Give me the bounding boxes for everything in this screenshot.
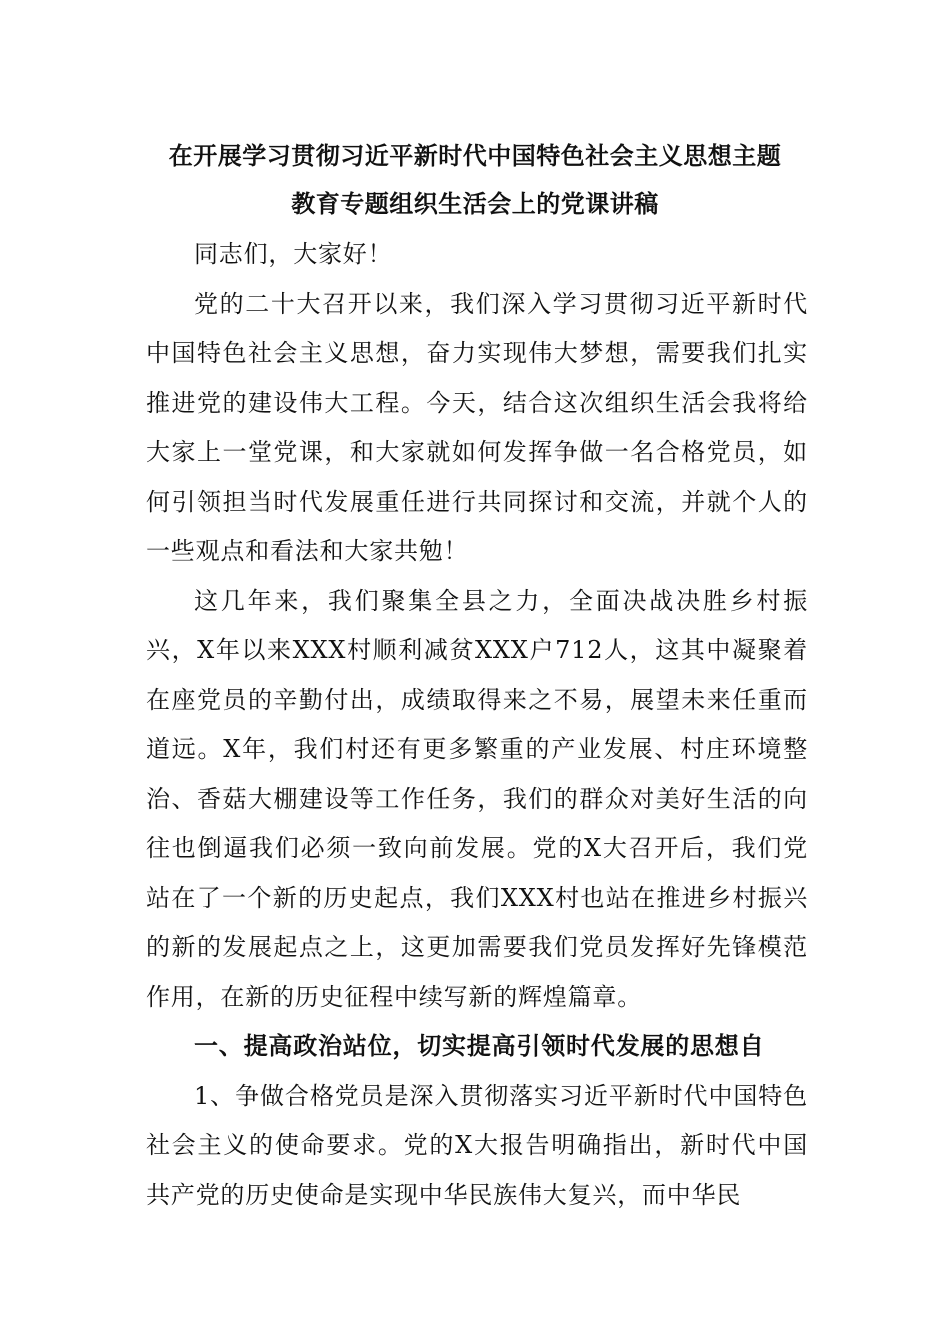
section-1-paragraph-1: 1、争做合格党员是深入贯彻落实习近平新时代中国特色社会主义的使命要求。党的X大报告明确指出，新时代中国共产党的历史使命是实现中华民族伟大复兴，而中华民 — [146, 1081, 808, 1209]
document-title-line-1: 在开展学习贯彻习近平新时代中国特色社会主义思想主题 — [168, 142, 782, 170]
background-paragraph: 这几年来，我们聚集全县之力，全面决战决胜乡村振兴，X年以来XXX村顺利减贫XXX户712人，这其中凝聚着在座党员的辛勤付出，成绩取得来之不易，展望未来任重而道远。X年，我们村还有更多繁重的产业发展、村庄环境整治、香菇大棚建设等工作任务，我们的群众对美好生活的向往也倒逼我们必须一致向前发展。党的X大召开后，我们党站在了一个新的历史起点，我们XXX村也站在推进乡村振兴的新的发展起点之上，这更加需要我们党员发挥好先锋模范作用，在新的历史征程中续写新的辉煌篇章。 — [146, 586, 808, 1011]
section-heading-1: 一、提高政治站位，切实提高引领时代发展的思想自 — [194, 1032, 765, 1060]
greeting-paragraph: 同志们，大家好！ — [194, 240, 393, 268]
intro-paragraph: 党的二十大召开以来，我们深入学习贯彻习近平新时代中国特色社会主义思想，奋力实现伟大梦想，需要我们扎实推进党的建设伟大工程。今天，结合这次组织生活会我将给大家上一堂党课，和大家就如何发挥争做一名合格党员，如何引领担当时代发展重任进行共同探讨和交流，并就个人的一些观点和看法和大家共勉！ — [146, 289, 808, 565]
document-title-line-2: 教育专题组织生活会上的党课讲稿 — [291, 190, 659, 218]
document-body — [146, 230, 808, 1220]
